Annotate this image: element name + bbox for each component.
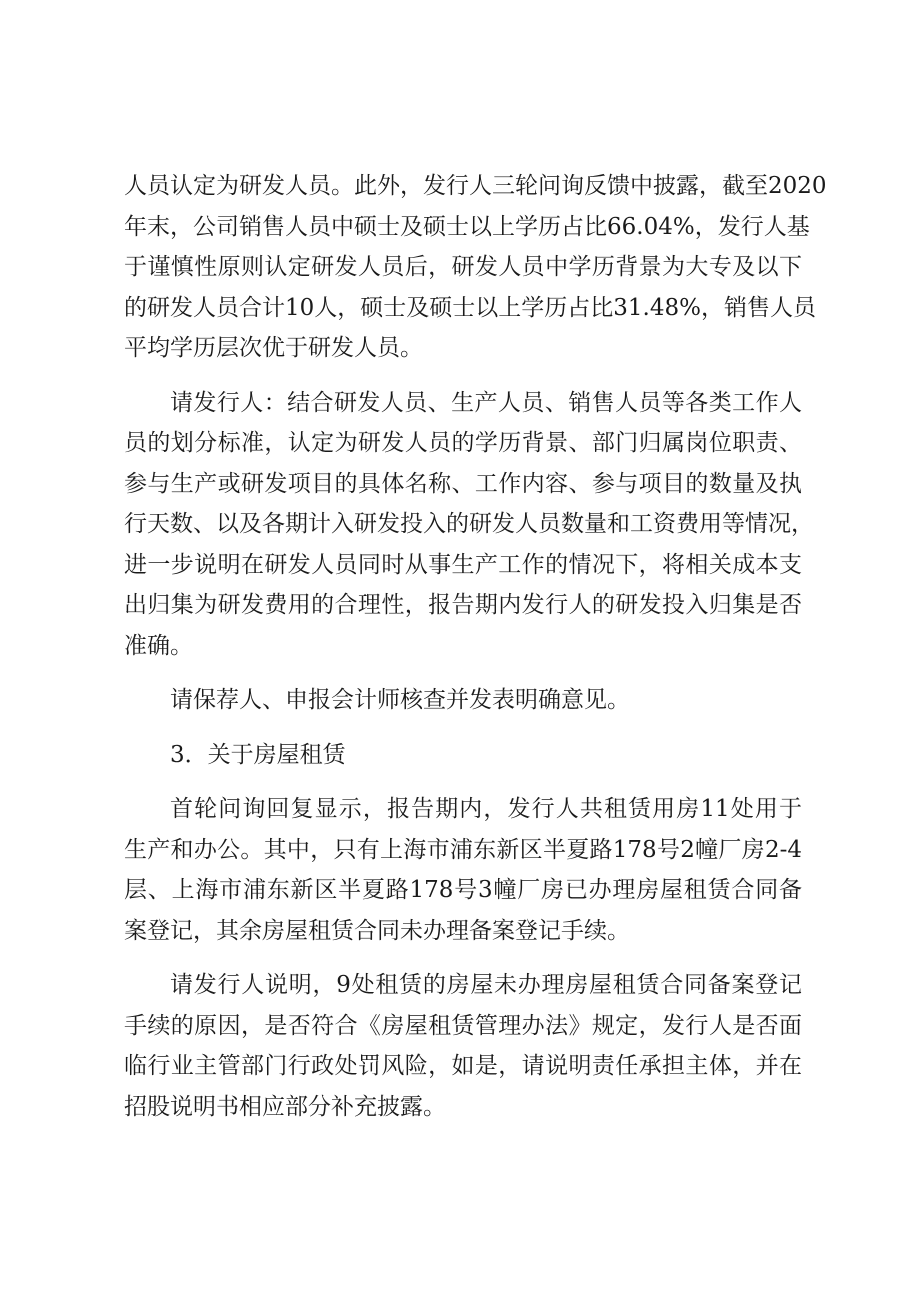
paragraph-rd-staff-education	[124, 166, 827, 369]
text-line: 出归集为研发费用的合理性，报告期内发行人的研发投入归集是否	[124, 592, 802, 618]
text-line: 案登记，其余房屋租赁合同未办理备案登记手续。	[124, 917, 630, 944]
text-line: 请发行人：结合研发人员、生产人员、销售人员等各类工作人	[170, 389, 802, 416]
text-line: 请保荐人、申报会计师核查并发表明确意见。	[170, 687, 630, 713]
text-line: 手续的原因，是否符合《房屋租赁管理办法》规定，发行人是否面	[124, 1012, 802, 1039]
text-line: 行天数、以及各期计入研发投入的研发人员数量和工资费用等情况，	[124, 511, 814, 537]
paragraph-lease-request	[124, 965, 802, 1127]
text-line: 年末，公司销售人员中硕士及硕士以上学历占比66.04%，发行人基	[124, 213, 810, 240]
document-body	[124, 166, 827, 1141]
paragraph-request-issuer-rd	[124, 383, 814, 667]
text-line: 首轮问询回复显示，报告期内，发行人共租赁用房11处用于	[170, 796, 802, 822]
paragraph-lease-overview	[124, 789, 802, 951]
text-line: 准确。	[124, 632, 193, 659]
text-line: 生产和办公。其中，只有上海市浦东新区半夏路178号2幢厂房2-4	[124, 836, 802, 863]
text-line: 参与生产或研发项目的具体名称、工作内容、参与项目的数量及执	[124, 470, 802, 497]
text-line: 层、上海市浦东新区半夏路178号3幢厂房已办理房屋租赁合同备	[124, 877, 802, 903]
section-heading-house-lease: 3．关于房屋租赁	[170, 741, 346, 768]
text-line: 于谨慎性原则认定研发人员后，研发人员中学历背景为大专及以下	[124, 254, 802, 280]
text-line: 的研发人员合计10人，硕士及硕士以上学历占比31.48%，销售人员	[124, 294, 816, 321]
text-line: 平均学历层次优于研发人员。	[124, 335, 423, 361]
text-line: 请发行人说明，9处租赁的房屋未办理房屋租赁合同备案登记	[170, 972, 802, 998]
text-line: 进一步说明在研发人员同时从事生产工作的情况下，将相关成本支	[124, 551, 802, 578]
text-line: 招股说明书相应部分补充披露。	[124, 1093, 446, 1120]
text-line: 员的划分标准，认定为研发人员的学历背景、部门归属岗位职责、	[124, 430, 802, 456]
text-line: 临行业主管部门行政处罚风险，如是，请说明责任承担主体，并在	[124, 1053, 802, 1079]
paragraph-sponsor-verify	[124, 680, 802, 721]
text-line: 人员认定为研发人员。此外，发行人三轮问询反馈中披露，截至2020	[124, 173, 827, 199]
